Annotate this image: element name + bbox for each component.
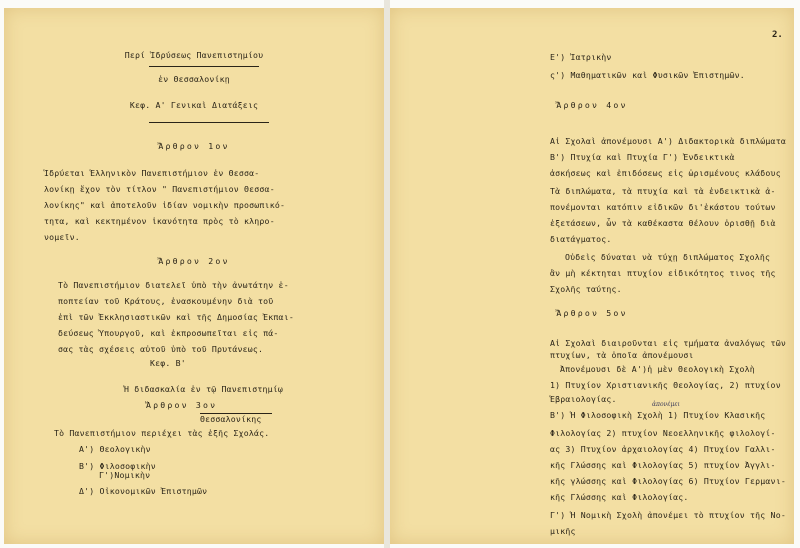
title-underline bbox=[149, 66, 259, 67]
article-4-line: Σχολῆς ταύτης. bbox=[550, 284, 622, 294]
page-number: 2. bbox=[772, 30, 783, 40]
school-item-e: Ε') Ἰατρικὴν bbox=[550, 52, 612, 62]
article-5-line: 1) Πτυχίον Χριστιανικῆς Θεολογίας, 2) πτυχίον bbox=[550, 380, 781, 390]
article-2-heading: Ἄρθρον 2ον bbox=[158, 256, 230, 266]
title-line-2: ἐν Θεσσαλονίκῃ bbox=[158, 74, 230, 84]
article-2-line: σας τὰς σχέσεις αὐτοῦ ὑπὸ τοῦ Πρυτάνεως. bbox=[58, 344, 264, 354]
school-item-b: Β') Φιλοσοφικὴν bbox=[79, 461, 156, 471]
article-1-heading: Ἄρθρον 1ον bbox=[158, 141, 230, 151]
article-1-line: Ἱδρύεται Ἑλληνικὸν Πανεπιστήμιον ἐν Θεσσα- bbox=[44, 168, 260, 178]
article-1-line: τητα, καὶ κεκτημένον ἱκανότητα πρὸς τὸ κληρο- bbox=[44, 216, 275, 226]
article-5-heading: Ἄρθρον 5ον bbox=[556, 308, 628, 318]
article-2-line: δεύσεως Ὑπουργοῦ, καὶ ἐκπροσωπεῖται εἰς πά- bbox=[58, 328, 279, 338]
article-4-line: Β') Πτυχία καὶ Πτυχία Γ') Ἐνδεικτικὰ bbox=[550, 152, 735, 162]
article-3-heading: Ἄρθρον 3ον bbox=[146, 400, 218, 410]
article-4-line: Αἱ Σχολαὶ ἀπονέμουσι Α') Διδακτορικὰ διπλώματα bbox=[550, 136, 786, 146]
school-item-a: Α') Θεολογικὴν bbox=[79, 444, 151, 454]
article-5-line: Β') Ἡ Φιλοσοφικὴ Σχολὴ 1) Πτυχίον Κλασικῆς bbox=[550, 410, 766, 420]
chapter-b-heading: Κεφ. Β' bbox=[150, 358, 186, 368]
school-item-st: ς') Μαθηματικῶν καὶ Φυσικῶν Ἐπιστημῶν. bbox=[550, 70, 745, 80]
chapter-a-heading: Κεφ. Α' Γενικαὶ Διατάξεις bbox=[129, 100, 259, 110]
school-item-g: Γ')Νομικὴν bbox=[99, 470, 151, 480]
article-5-line: Ἑβραιολογίας. bbox=[550, 394, 617, 404]
article-4-line: πονέμονται κατόπιν εἰδικῶν δι'ἑκάστου τούτων bbox=[550, 202, 776, 212]
article-4-heading: Ἄρθρον 4ον bbox=[556, 100, 628, 110]
article-3-intro: Τὸ Πανεπιστήμιον περιέχει τὰς ἑξῆς Σχολάς. bbox=[54, 428, 270, 438]
article-1-line: νομεῖν. bbox=[44, 232, 80, 242]
article-5-line: Φιλολογίας 2) πτυχίον Νεοελληνικῆς φιλολογί- bbox=[550, 428, 776, 438]
article-4-line: διατάγματος. bbox=[550, 234, 612, 244]
article-5-line: Αἱ Σχολαὶ διαιροῦνται εἰς τμήματα ἀναλόγως τῶν bbox=[550, 338, 786, 348]
article-5-line: κῆς Γλώσσης καὶ Φιλολογίας. bbox=[550, 492, 689, 502]
article-3-sub: Θεσσαλονίκης bbox=[200, 414, 262, 424]
left-page bbox=[4, 8, 384, 544]
title-line-1: Περί Ἱδρύσεως Πανεπιστημίου bbox=[124, 50, 264, 60]
article-2-line: ποπτείαν τοῦ Κράτους, ἐνασκουμένην διὰ τοῦ bbox=[58, 296, 274, 306]
article-1-line: λονίκης" καὶ ἀποτελοῦν ἰδίαν νομικὴν προσωπικό- bbox=[44, 200, 286, 210]
article-2-line: ἐπὶ τῶν Ἐκκλησιαστικῶν καὶ τῆς Δημοσίας Ἐκπαι- bbox=[58, 312, 294, 322]
article-4-line: ἂν μὴ κέκτηται πτυχίον εἰδικότητος τινος τῆς bbox=[550, 268, 776, 278]
chapter-a-underline bbox=[149, 122, 269, 123]
right-page bbox=[390, 8, 794, 544]
article-1-line: λονίκῃ ἔχον τὸν τίτλον " Πανεπιστήμιον Θεσσα- bbox=[44, 184, 275, 194]
article-4-line: Τὰ διπλώματα, τὰ πτυχία καὶ τὰ ἐνδεικτικὰ ἀ- bbox=[550, 186, 776, 196]
article-5-line: κῆς Γλώσσης καὶ Φιλολογίας 5) πτυχίον Ἀγγλι- bbox=[550, 460, 776, 470]
article-5-line: πτυχίων, τὰ ὁποῖα ἀπονέμουσι bbox=[550, 350, 694, 360]
article-5-line: κῆς γλώσσης καὶ Φιλολογίας 6) Πτυχίον Γερμανι- bbox=[550, 476, 786, 486]
article-5-line: ας 3) Πτυχίον ἀρχαιολογίας 4) Πτυχίον Γαλλι- bbox=[550, 444, 776, 454]
teaching-line: Ἡ διδασκαλία ἐν τῷ Πανεπιστημίῳ bbox=[124, 384, 284, 394]
handwritten-note: ἀπονέμει bbox=[652, 401, 680, 408]
article-4-line: ἀσκήσεως καὶ ἐπιδόσεως εἰς ὡρισμένους κλάδους bbox=[550, 168, 781, 178]
article-5-line: μικῆς bbox=[550, 526, 576, 536]
article-4-line: ἐξετάσεων, ὧν τὰ καθέκαστα θέλουν ὁρισθῇ διὰ bbox=[550, 218, 776, 228]
article-5-line: Ἀπονέμουσι δὲ Α')ἡ μὲν Θεολογικὴ Σχολὴ bbox=[560, 364, 755, 374]
article-4-line: Οὐδεὶς δύναται νὰ τύχῃ διπλώματος Σχολῆς bbox=[565, 252, 771, 262]
article-5-line: Γ') Ἡ Νομικὴ Σχολὴ ἀπονέμει τὸ πτυχίον τῆς Νο- bbox=[550, 510, 786, 520]
article-2-line: Τὸ Πανεπιστήμιον διατελεῖ ὑπὸ τὴν ἀνωτάτην ἐ- bbox=[58, 280, 289, 290]
school-item-d: Δ') Οἰκονομικῶν Ἐπιστημῶν bbox=[79, 486, 208, 496]
